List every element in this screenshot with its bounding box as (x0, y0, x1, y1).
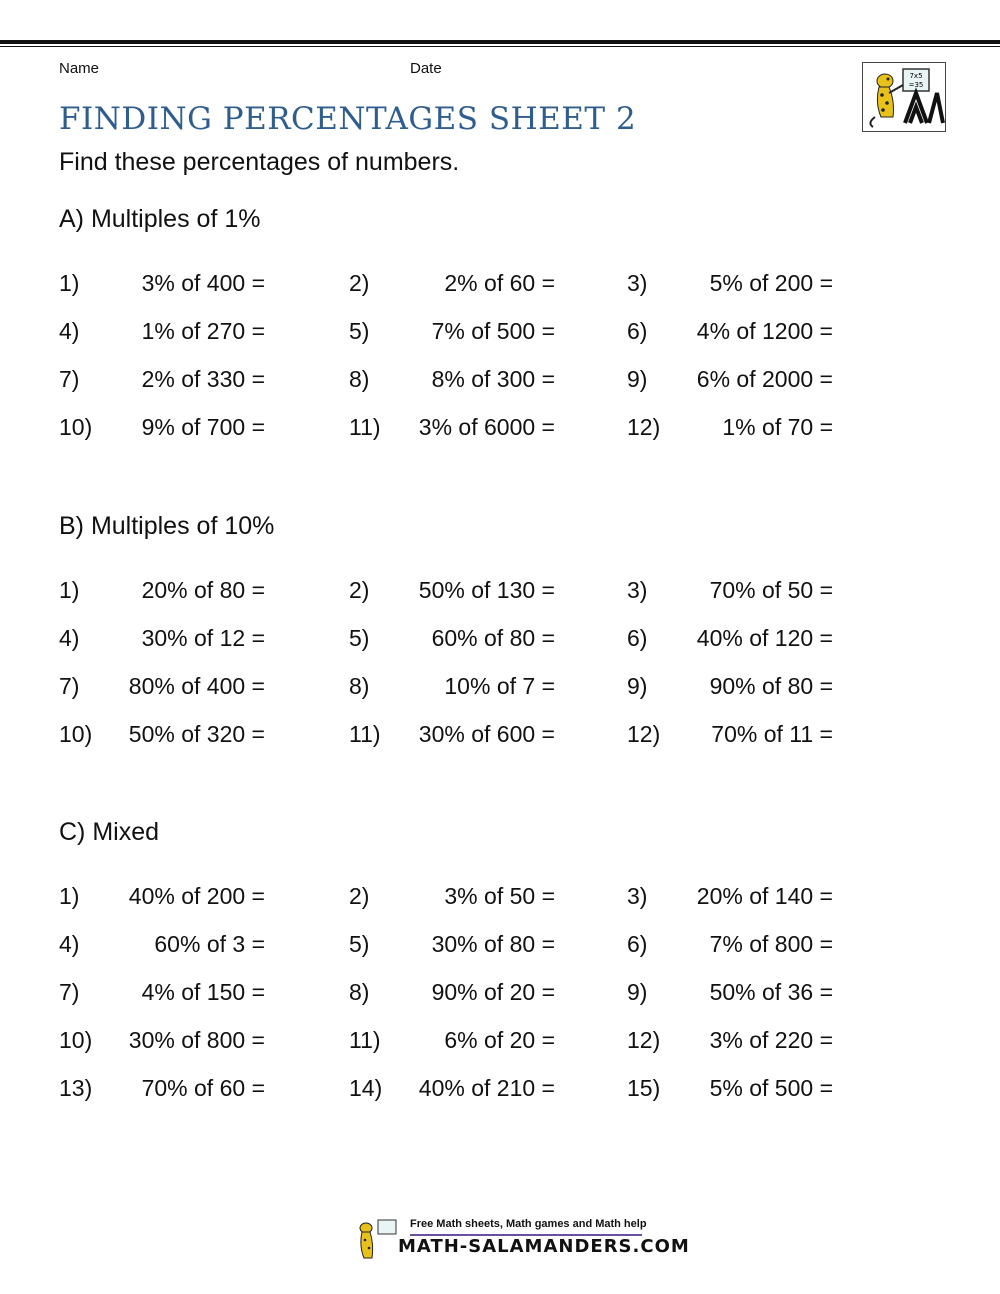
problem-row (59, 566, 959, 614)
problem-expression: 40% of 200 = (128, 882, 265, 909)
problem-expression: 70% of 60 = (141, 1074, 265, 1101)
problem-number: 11) (349, 413, 381, 440)
problem-row (59, 920, 959, 968)
problem-expression: 3% of 220 = (709, 1026, 833, 1053)
problem-number: 11) (349, 1026, 381, 1053)
problem-expression: 90% of 20 = (431, 978, 555, 1005)
name-label: Name (59, 60, 100, 77)
section-heading: A) Multiples of 1% (59, 205, 261, 233)
problem (627, 931, 917, 958)
problem (627, 577, 917, 604)
section-c (59, 818, 959, 1112)
footer-brand (354, 1216, 690, 1264)
problem (349, 931, 627, 958)
problem-number: 15) (627, 1074, 661, 1101)
problem-row (59, 872, 959, 920)
problem-number: 4) (59, 624, 80, 651)
problem-expression: 1% of 270 = (141, 317, 265, 344)
problem-number: 10) (59, 1026, 93, 1053)
problem (627, 318, 917, 345)
salamander-small-icon (354, 1216, 398, 1262)
problem-number: 8) (349, 672, 370, 699)
problem-number: 3) (627, 882, 648, 909)
problem-expression: 30% of 80 = (431, 930, 555, 957)
problem-row (59, 614, 959, 662)
salamander-logo-icon (862, 62, 946, 132)
problem-number: 7) (59, 365, 80, 392)
problem-number: 7) (59, 672, 80, 699)
problem-number: 4) (59, 317, 80, 344)
footer-tagline: Free Math sheets, Math games and Math help (410, 1218, 647, 1230)
problem-expression: 60% of 80 = (431, 624, 555, 651)
problem-expression: 7% of 800 = (709, 930, 833, 957)
problem-number: 9) (627, 365, 648, 392)
problem (627, 366, 917, 393)
section-a (59, 205, 959, 451)
problem (349, 883, 627, 910)
problem-row (59, 710, 959, 758)
problem (59, 414, 349, 441)
problem (59, 318, 349, 345)
problem (627, 1075, 917, 1102)
problem (627, 414, 917, 441)
problem-expression: 50% of 36 = (709, 978, 833, 1005)
problem-expression: 4% of 150 = (141, 978, 265, 1005)
problem (349, 577, 627, 604)
problem-number: 2) (349, 269, 370, 296)
problem (59, 979, 349, 1006)
problem-number: 5) (349, 317, 370, 344)
problem-expression: 5% of 200 = (709, 269, 833, 296)
problem-expression: 8% of 300 = (431, 365, 555, 392)
top-rule (0, 40, 1000, 44)
problem-expression: 2% of 330 = (141, 365, 265, 392)
problem-number: 1) (59, 269, 80, 296)
problem-expression: 50% of 130 = (418, 576, 555, 603)
problem-expression: 3% of 50 = (444, 882, 555, 909)
problem-expression: 30% of 600 = (418, 720, 555, 747)
problem-number: 10) (59, 720, 93, 747)
section-heading: C) Mixed (59, 818, 160, 846)
problem-expression: 40% of 210 = (418, 1074, 555, 1101)
problem-row (59, 259, 959, 307)
problem-expression: 70% of 50 = (709, 576, 833, 603)
problem-number: 8) (349, 978, 370, 1005)
problem (349, 673, 627, 700)
problem-expression: 40% of 120 = (696, 624, 833, 651)
problem (627, 270, 917, 297)
problem-expression: 3% of 6000 = (418, 413, 555, 440)
problem (627, 979, 917, 1006)
problem (627, 625, 917, 652)
section-b (59, 512, 959, 758)
problem (59, 673, 349, 700)
problem-number: 4) (59, 930, 80, 957)
problem-number: 1) (59, 882, 80, 909)
problem-number: 3) (627, 269, 648, 296)
problem-row (59, 968, 959, 1016)
problem-number: 12) (627, 720, 661, 747)
problem-number: 10) (59, 413, 93, 440)
problem-number: 7) (59, 978, 80, 1005)
problem-number: 6) (627, 624, 648, 651)
top-rule-thin (0, 46, 1000, 47)
page-title: FINDING PERCENTAGES SHEET 2 (59, 101, 637, 137)
problem-number: 6) (627, 317, 648, 344)
problem-row (59, 403, 959, 451)
problem-grid (59, 872, 959, 1112)
problem-row (59, 355, 959, 403)
problem (59, 721, 349, 748)
problem (627, 673, 917, 700)
problem (59, 577, 349, 604)
problem (349, 979, 627, 1006)
problem-grid (59, 259, 959, 451)
svg-text:=35: =35 (908, 81, 924, 89)
footer-site: MATH-SALAMANDERS.COM (398, 1236, 690, 1257)
date-label: Date (410, 60, 442, 77)
problem-expression: 7% of 500 = (431, 317, 555, 344)
problem (349, 625, 627, 652)
problem-expression: 70% of 11 = (711, 720, 833, 747)
problem (349, 1027, 627, 1054)
problem-row (59, 307, 959, 355)
problem-grid (59, 566, 959, 758)
problem-expression: 1% of 70 = (722, 413, 833, 440)
problem (627, 1027, 917, 1054)
problem (59, 883, 349, 910)
svg-text:7x5: 7x5 (909, 72, 923, 80)
problem (59, 270, 349, 297)
problem-expression: 10% of 7 = (444, 672, 555, 699)
problem-expression: 30% of 800 = (128, 1026, 265, 1053)
problem-expression: 2% of 60 = (444, 269, 555, 296)
problem-number: 8) (349, 365, 370, 392)
problem-number: 5) (349, 624, 370, 651)
problem (627, 883, 917, 910)
problem (349, 721, 627, 748)
problem-number: 6) (627, 930, 648, 957)
problem-expression: 90% of 80 = (709, 672, 833, 699)
problem (349, 270, 627, 297)
problem-number: 2) (349, 882, 370, 909)
problem (59, 1075, 349, 1102)
problem-expression: 20% of 80 = (141, 576, 265, 603)
problem-expression: 6% of 2000 = (696, 365, 833, 392)
problem (349, 414, 627, 441)
problem (59, 931, 349, 958)
problem-number: 1) (59, 576, 80, 603)
problem-number: 12) (627, 1026, 661, 1053)
problem-expression: 3% of 400 = (141, 269, 265, 296)
problem (59, 1027, 349, 1054)
problem-expression: 50% of 320 = (128, 720, 265, 747)
problem-number: 13) (59, 1074, 93, 1101)
problem-number: 14) (349, 1074, 383, 1101)
problem-expression: 4% of 1200 = (696, 317, 833, 344)
problem (627, 721, 917, 748)
problem (349, 1075, 627, 1102)
problem-row (59, 1064, 959, 1112)
problem-expression: 60% of 3 = (154, 930, 265, 957)
problem-number: 9) (627, 672, 648, 699)
problem-expression: 20% of 140 = (696, 882, 833, 909)
problem-expression: 5% of 500 = (709, 1074, 833, 1101)
problem-number: 2) (349, 576, 370, 603)
problem (59, 625, 349, 652)
problem-number: 9) (627, 978, 648, 1005)
problem-number: 11) (349, 720, 381, 747)
problem-number: 12) (627, 413, 661, 440)
problem-expression: 80% of 400 = (128, 672, 265, 699)
problem-expression: 6% of 20 = (444, 1026, 555, 1053)
problem-expression: 30% of 12 = (141, 624, 265, 651)
problem-expression: 9% of 700 = (141, 413, 265, 440)
section-heading: B) Multiples of 10% (59, 512, 275, 540)
problem-row (59, 662, 959, 710)
problem-number: 3) (627, 576, 648, 603)
instructions: Find these percentages of numbers. (59, 148, 460, 176)
problem-number: 5) (349, 930, 370, 957)
problem (59, 366, 349, 393)
problem-row (59, 1016, 959, 1064)
problem (349, 366, 627, 393)
problem (349, 318, 627, 345)
